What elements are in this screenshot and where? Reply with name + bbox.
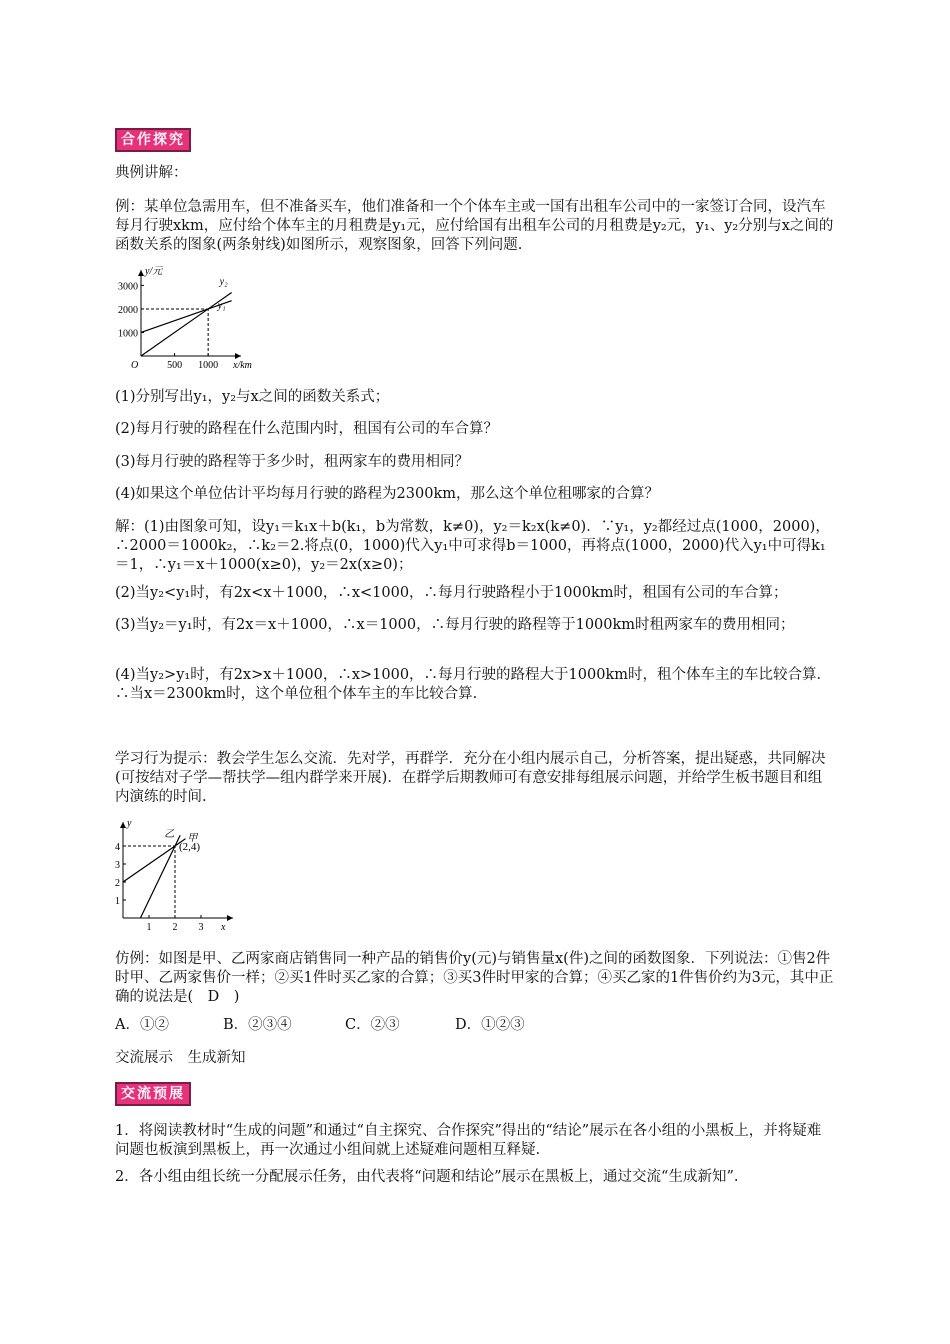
y-axis-label: y/元	[145, 266, 163, 277]
point-annotation: (2,4)	[179, 841, 201, 853]
question-2: (2)每月行驶的路程在什么范围内时，租国有公司的车合算？	[115, 421, 499, 437]
learning-tip: 学习行为提示：教会学生怎么交流．先对学，再群学．充分在小组内展示自己，分析答案，提出疑惑，共同解决(可按结对子学—帮扶学—组内群学来开展)．在群学后期教师可有意安排每组展示问题，并给学生板书题目和组内演练的时间.	[115, 751, 826, 805]
origin-label: O	[131, 360, 139, 371]
series-label: y₁	[217, 300, 226, 312]
solution-1: 解：(1)由图象可知，设y₁＝k₁x＋b(k₁，b为常数，k≠0)，y₂＝k₂x(k≠0)．∵y₁，y₂都经过点(1000，2000)，∴2000＝1000k₂，∴k₂＝2.将点(0，1000)代入y₁中可求得b＝1000，再将点(1000，2000)代入y₁中可得k₁＝1，∴y₁＝x＋1000(x≥0)，y₂＝2x(x≥0)；	[115, 519, 830, 573]
option-c: C．②③	[345, 1017, 400, 1033]
exchange-item-1: 1．将阅读教材时“生成的问题”和通过“自主探究、合作探究”得出的“结论”展示在各小组的小黑板上，并将疑难问题也板演到黑板上，再一次通过小组间就上述疑难问题相互释疑.	[115, 1123, 822, 1158]
series-line	[123, 839, 185, 882]
y-axis-arrow	[120, 822, 126, 828]
y-tick-label: 4	[115, 842, 120, 853]
y-axis-arrow	[138, 270, 144, 276]
exchange-item-2: 2．各小组由组长统一分配展示任务，由代表将“问题和结论”展示在黑板上，通过交流“生成新知”.	[115, 1169, 739, 1185]
solution-2: (2)当y₂<y₁时，有2x<x＋1000，∴x<1000，∴每月行驶路程小于1000km时，租国有公司的车合算；	[115, 585, 788, 601]
option-d: D．①②③	[455, 1017, 525, 1033]
store-price-chart	[115, 812, 245, 937]
x-tick-label: 1000	[198, 360, 219, 371]
x-tick-label: 3	[198, 922, 204, 933]
example-heading: 典例讲解：	[115, 165, 188, 181]
chart2-group	[115, 818, 233, 933]
x-tick-label: 500	[167, 360, 183, 371]
solution-3: (3)当y₂＝y₁时，有2x＝x＋1000，∴x＝1000，∴每月行驶的路程等于1000km时租两家车的费用相同；	[115, 617, 795, 633]
y-tick-label: 3	[115, 860, 120, 871]
question-3: (3)每月行驶的路程等于多少时，租两家车的费用相同？	[115, 454, 470, 470]
section-badge-cooperative-inquiry: 合作探究	[115, 128, 191, 152]
x-axis-arrow	[235, 353, 241, 359]
x-tick-label: 1	[146, 922, 152, 933]
option-a: A．①②	[115, 1017, 169, 1033]
answer-options	[115, 1016, 835, 1036]
y-tick-label: 2000	[118, 304, 138, 316]
y-tick-label: 1000	[118, 328, 138, 340]
series-label: 乙	[164, 829, 175, 841]
x-axis-label: x/km	[233, 360, 252, 371]
section-badge-exchange-preview: 交流预展	[115, 1082, 191, 1106]
x-tick-label: 2	[172, 922, 178, 933]
x-axis-arrow	[227, 915, 233, 921]
question-1: (1)分别写出y₁，y₂与x之间的函数关系式；	[115, 389, 390, 405]
example-intro: 例：某单位急需用车，但不准备买车，他们准备和一个个体车主或一国有出租车公司中的一家签订合同，设汽车每月行驶xkm，应付给个体车主的月租费是y₁元，应付给国有出租车公司的月租费是y₂元，y₁、y₂分别与x之间的函数关系的图象(两条射线)如图所示，观察图象，回答下列问题.	[115, 199, 834, 253]
series-label: y₂	[219, 276, 228, 288]
chart1-group	[118, 265, 252, 371]
exchange-heading: 交流展示 生成新知	[115, 1050, 246, 1066]
y-tick-label: 1	[115, 896, 120, 907]
practice-question: 仿例：如图是甲、乙两家商店销售同一种产品的销售价y(元)与销售量x(件)之间的函数图象．下列说法：①售2件时甲、乙两家售价一样；②买1件时买乙家的合算；③买3件时甲家的合算；④买乙家的1件售价约为3元，其中正确的说法是( D )	[115, 951, 834, 1005]
series-label: 甲	[187, 832, 198, 844]
solution-4: (4)当y₂>y₁时，有2x>x＋1000，∴x>1000，∴每月行驶的路程大于1000km时，租个体车主的车比较合算．∴当x＝2300km时，这个单位租个体车主的车比较合算.	[115, 667, 831, 702]
series-line	[140, 835, 180, 918]
y-tick-label: 2	[115, 878, 120, 889]
rent-cost-chart	[115, 260, 285, 375]
x-axis-label: x	[221, 922, 226, 933]
y-axis-label: y	[127, 818, 132, 829]
option-b: B．②③④	[223, 1017, 292, 1033]
y-tick-label: 3000	[118, 281, 138, 293]
question-4: (4)如果这个单位估计平均每月行驶的路程为2300km，那么这个单位租哪家的合算？	[115, 486, 659, 502]
